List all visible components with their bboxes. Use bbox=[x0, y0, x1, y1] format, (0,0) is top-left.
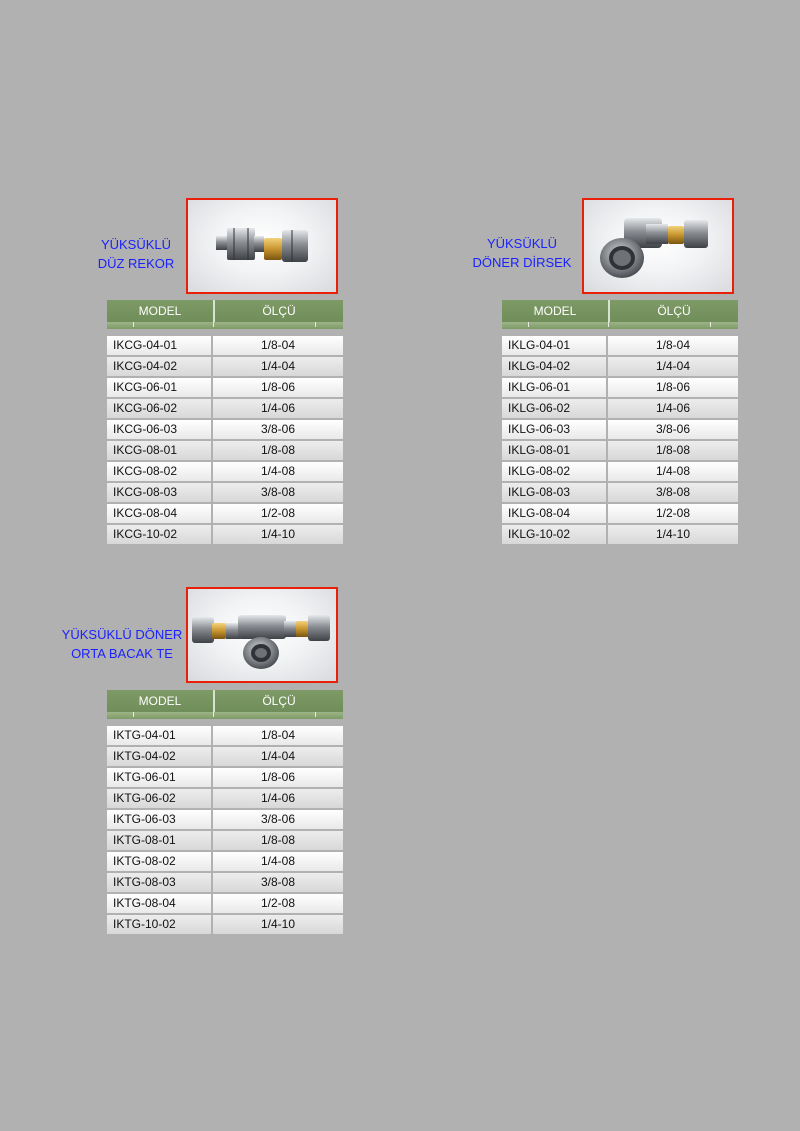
header-model: MODEL bbox=[138, 304, 182, 318]
table-row: IKTG-04-01 1/8-04 bbox=[107, 726, 343, 745]
table-row: IKTG-08-03 3/8-08 bbox=[107, 873, 343, 892]
table-row: IKCG-06-03 3/8-06 bbox=[107, 420, 343, 439]
header-size: ÖLÇÜ bbox=[262, 304, 296, 318]
straight-fitting-icon bbox=[188, 200, 336, 292]
table-row: IKCG-08-01 1/8-08 bbox=[107, 441, 343, 460]
table-row: IKLG-08-03 3/8-08 bbox=[502, 483, 738, 502]
header-size: ÖLÇÜ bbox=[657, 304, 691, 318]
table-row: IKTG-08-04 1/2-08 bbox=[107, 894, 343, 913]
model-table bbox=[502, 300, 738, 546]
table-row: IKLG-10-02 1/4-10 bbox=[502, 525, 738, 544]
table-body bbox=[502, 336, 738, 544]
table-row: IKCG-10-02 1/4-10 bbox=[107, 525, 343, 544]
table-row: IKTG-04-02 1/4-04 bbox=[107, 747, 343, 766]
table-row: IKLG-08-04 1/2-08 bbox=[502, 504, 738, 523]
table-row: IKCG-08-02 1/4-08 bbox=[107, 462, 343, 481]
table-row: IKLG-08-02 1/4-08 bbox=[502, 462, 738, 481]
model-table bbox=[107, 300, 343, 546]
product-label: YÜKSÜKLÜ DÜZ REKOR bbox=[97, 237, 175, 271]
table-row: IKCG-08-04 1/2-08 bbox=[107, 504, 343, 523]
table-row: IKTG-06-02 1/4-06 bbox=[107, 789, 343, 808]
table-row: IKCG-04-01 1/8-04 bbox=[107, 336, 343, 355]
table-row: IKLG-04-02 1/4-04 bbox=[502, 357, 738, 376]
product-photo bbox=[186, 587, 338, 683]
table-row: IKTG-10-02 1/4-10 bbox=[107, 915, 343, 934]
table-body bbox=[107, 726, 343, 934]
table-row: IKCG-04-02 1/4-04 bbox=[107, 357, 343, 376]
product-label: YÜKSÜKLÜ DÖNER ORTA BACAK TE bbox=[61, 627, 183, 661]
elbow-fitting-icon bbox=[584, 200, 732, 292]
table-row: IKLG-08-01 1/8-08 bbox=[502, 441, 738, 460]
header-size: ÖLÇÜ bbox=[262, 694, 296, 708]
table-header bbox=[107, 690, 343, 719]
table-row: IKLG-06-03 3/8-06 bbox=[502, 420, 738, 439]
table-row: IKTG-08-01 1/8-08 bbox=[107, 831, 343, 850]
header-model: MODEL bbox=[533, 304, 577, 318]
table-row: IKLG-06-02 1/4-06 bbox=[502, 399, 738, 418]
model-table bbox=[107, 690, 343, 936]
table-row: IKCG-06-02 1/4-06 bbox=[107, 399, 343, 418]
table-row: IKLG-04-01 1/8-04 bbox=[502, 336, 738, 355]
table-header bbox=[502, 300, 738, 329]
tee-fitting-icon bbox=[188, 589, 336, 681]
table-row: IKLG-06-01 1/8-06 bbox=[502, 378, 738, 397]
header-model: MODEL bbox=[138, 694, 182, 708]
table-header bbox=[107, 300, 343, 329]
table-row: IKCG-08-03 3/8-08 bbox=[107, 483, 343, 502]
table-row: IKCG-06-01 1/8-06 bbox=[107, 378, 343, 397]
product-photo bbox=[186, 198, 338, 294]
product-label: YÜKSÜKLÜ DÖNER DİRSEK bbox=[472, 236, 572, 270]
table-body bbox=[107, 336, 343, 544]
product-photo bbox=[582, 198, 734, 294]
table-row: IKTG-08-02 1/4-08 bbox=[107, 852, 343, 871]
table-row: IKTG-06-03 3/8-06 bbox=[107, 810, 343, 829]
table-row: IKTG-06-01 1/8-06 bbox=[107, 768, 343, 787]
